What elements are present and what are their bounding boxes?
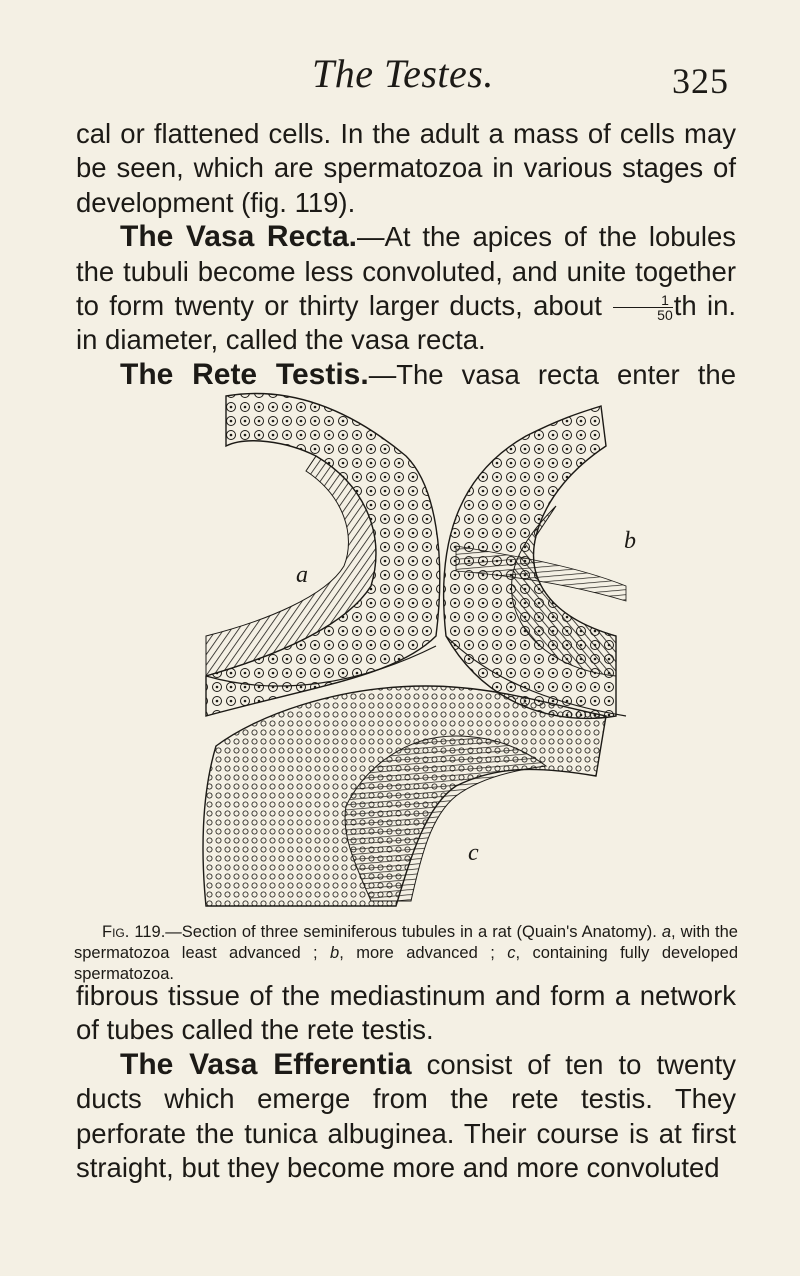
figure-label-b: b	[624, 528, 636, 554]
rete-testis-text: —The vasa recta enter the	[368, 358, 736, 390]
running-title: The Testes.	[312, 51, 494, 96]
fraction-denominator: 50	[657, 307, 673, 324]
tubule-a-wall	[206, 394, 440, 717]
caption-title: 119.—Section of three seminiferous tubules in a rat (Quain's Anatomy).	[134, 923, 657, 941]
caption-label-b: b	[330, 944, 340, 962]
paragraph-mediastinum: fibrous tissue of the mediastinum and form a network of tubes called the rete testis.	[76, 980, 736, 1046]
bottom-body-text	[76, 979, 736, 1185]
figure-caption	[74, 922, 738, 985]
heading-vasa-efferentia: The Vasa Efferentia	[120, 1047, 412, 1081]
figure-label-c: c	[468, 840, 479, 866]
vasa-efferentia-text: consist of ten to twenty ducts which emerge from the rete testis. They perforate the tunica albuginea. Their course is at first straight, but they become more and more convoluted	[76, 1048, 736, 1184]
paragraph-vasa-recta	[76, 220, 736, 358]
caption-label-a: a	[661, 923, 672, 941]
page-number: 325	[672, 61, 729, 101]
page-header	[0, 50, 800, 100]
tubules-illustration	[196, 386, 636, 910]
figure-label-a: a	[296, 562, 308, 588]
caption-fig-label: Fig.	[102, 923, 130, 941]
top-body-text	[76, 117, 736, 392]
vasa-recta-text-2: th in. in diameter, called the vasa recta.	[76, 290, 737, 356]
vasa-recta-text-1: —At the apices of the lobules the tubuli become less convoluted, and unite together to form twenty or thirty larger ducts, about	[76, 221, 736, 322]
figure-119	[196, 386, 636, 910]
heading-vasa-recta: The Vasa Recta.	[120, 220, 357, 254]
caption-text-a: , with the spermatozoa least advanced ;	[74, 923, 738, 962]
paragraph-cells: cal or flattened cells. In the adult a mass of cells may be seen, which are spermatozoa in various stages of development (fig. 119).	[76, 118, 736, 218]
fraction	[613, 293, 673, 322]
caption-text-b: , more advanced ;	[339, 944, 508, 962]
caption-label-c: c	[507, 944, 516, 962]
paragraph-vasa-efferentia	[76, 1048, 736, 1186]
heading-rete-testis: The Rete Testis.	[120, 357, 369, 391]
caption-text-c: , containing fully developed spermatozoa.	[74, 944, 738, 983]
fraction-numerator: 1	[613, 293, 673, 308]
caption-paragraph	[74, 922, 738, 985]
